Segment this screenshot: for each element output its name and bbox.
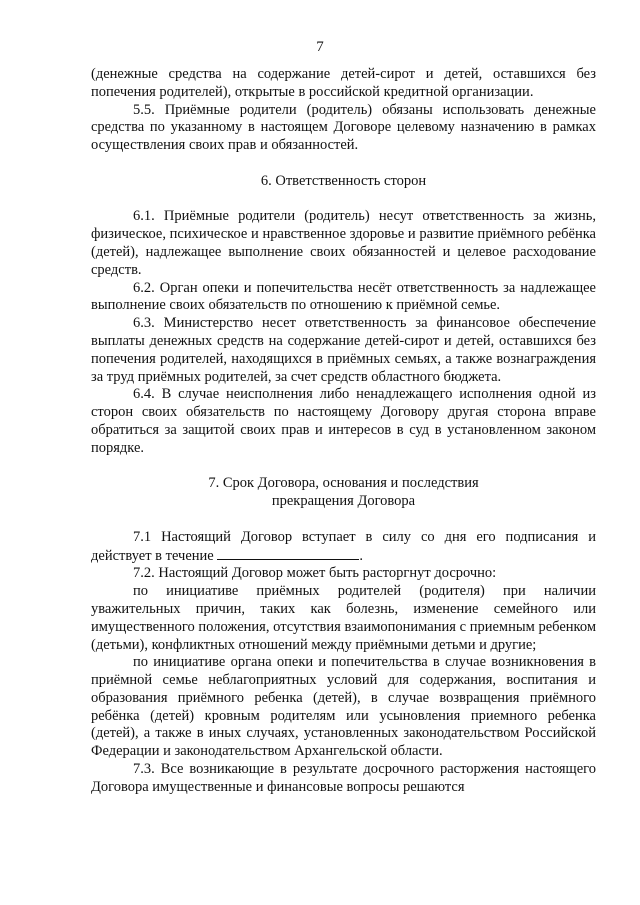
paragraph-6-4: 6.4. В случае неисполнения либо ненадлежащего исполнения одной из сторон своих обязательств по настоящему Договору другая сторона вправе обратиться за защитой своих прав и интересов в суд в установленном законом порядке. <box>91 386 596 456</box>
paragraph-6-2: 6.2. Орган опеки и попечительства несёт ответственность за надлежащее выполнение своих обязательств по отношению к приёмной семье. <box>91 279 596 314</box>
paragraph-5-4-continuation: (денежные средства на содержание детей-сирот и детей, оставшихся без попечения родителей), открытые в российской кредитной организации. <box>91 66 596 100</box>
term-blank-line <box>217 547 359 560</box>
paragraph-5-5: 5.5. Приёмные родители (родитель) обязаны использовать денежные средства по указанному в настоящем Договоре целевому назначению в рамках осуществления своих прав и обязанностей. <box>91 101 596 154</box>
paragraph-7-1-end: . <box>359 547 363 564</box>
section-6-heading: 6. Ответственность сторон <box>260 172 427 189</box>
paragraph-7-2-a: по инициативе приёмных родителей (родителя) при наличии уважительных причин, таких как болезнь, изменение семейного или имущественного положения, отсутствия взаимопонимания с приемным ребенком (детьми), конфликтных отношений между приёмными детьми и другие; <box>91 583 596 653</box>
paragraph-6-3: 6.3. Министерство несет ответственность за финансовое обеспечение выплаты денежных средств на содержание детей-сирот и детей, оставшихся без попечения родителей, находящихся в приёмных семьях, а также вознаграждения за труд приёмных родителей, за счет средств областного бюджета. <box>91 315 596 385</box>
document-body <box>91 66 596 797</box>
section-7-heading-line1: 7. Срок Договора, основания и последствия <box>208 475 479 492</box>
paragraph-7-1 <box>91 529 596 566</box>
paragraph-7-3: 7.3. Все возникающие в результате досрочного расторжения настоящего Договора имущественные и финансовые вопросы решаются <box>91 761 596 795</box>
paragraph-6-1: 6.1. Приёмные родители (родитель) несут ответственность за жизнь, физическое, психическое и нравственное здоровье и развитие приёмного ребёнка (детей), надлежащее выполнение своих обязанностей и целевое расходование средств. <box>91 208 596 278</box>
page-number: 7 <box>316 39 324 55</box>
paragraph-7-2: 7.2. Настоящий Договор может быть расторгнут досрочно: <box>133 565 497 582</box>
paragraph-7-1-text: 7.1 Настоящий Договор вступает в силу со дня его подписания и действует в течение <box>91 528 596 564</box>
section-7-heading-line2: прекращения Договора <box>271 493 416 510</box>
paragraph-7-2-b: по инициативе органа опеки и попечительства в случае возникновения в приёмной семье неблагоприятных условий для содержания, воспитания и образования приёмного ребенка (детей), в случае возвращения приёмного ребёнка (детей) кровным родителям или усыновления приемного ребенка (детей), а также в иных случаях, установленных законодательством Российской Федерации и законодательством Архангельской области. <box>91 654 596 760</box>
section-7-heading <box>91 475 596 511</box>
